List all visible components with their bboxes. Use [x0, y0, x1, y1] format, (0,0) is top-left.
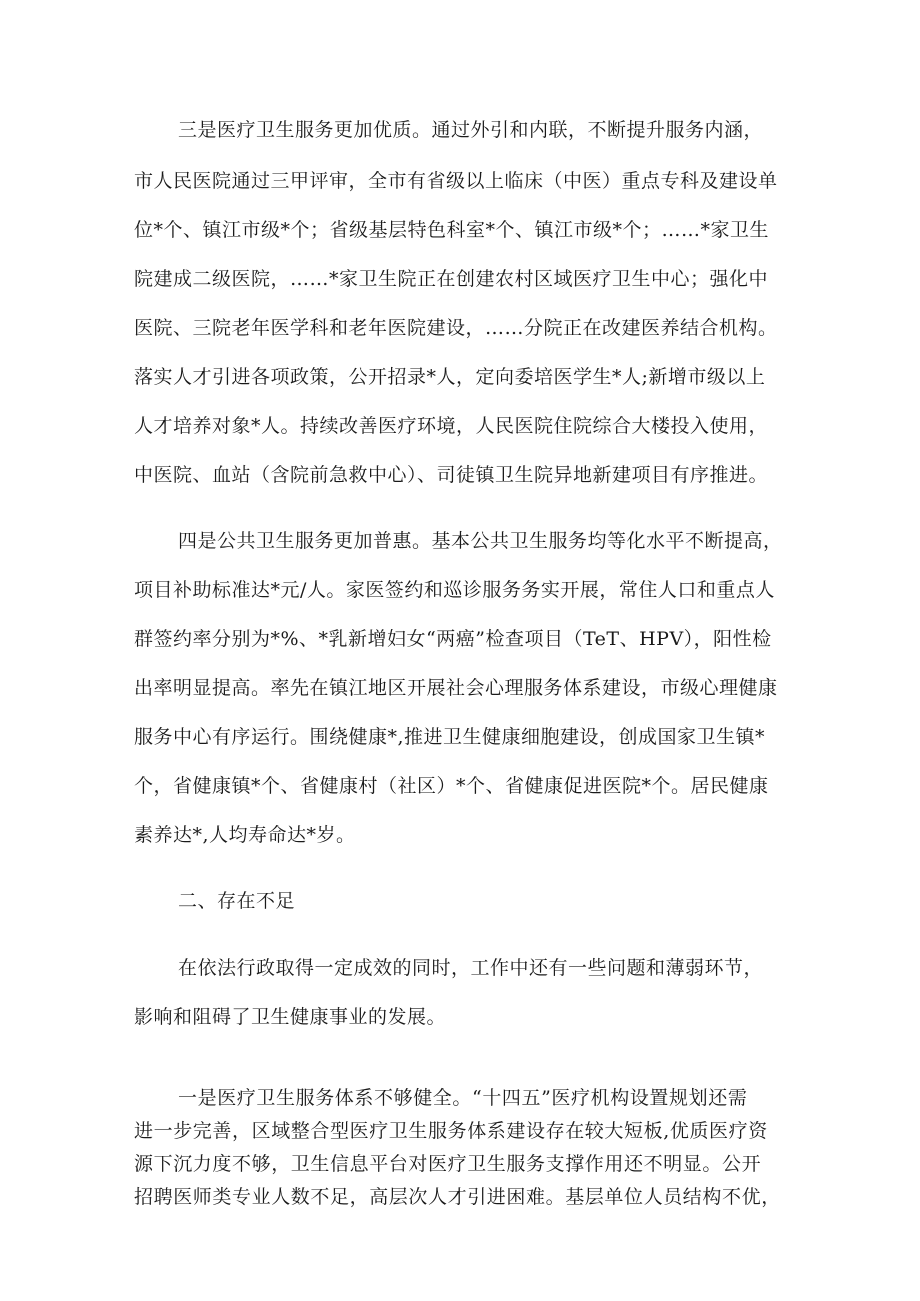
text-line: 人才培养对象*人。持续改善医疗环境，人民医院住院综合大楼投入使用，	[134, 415, 769, 437]
text-line: 院建成二级医院，……*家卫生院正在创建农村区域医疗卫生中心；强化中	[134, 268, 769, 290]
text-line: 服务中心有序运行。围绕健康*,推进卫生健康细胞建设，创成国家卫生镇*	[134, 726, 766, 748]
text-line: 源下沉力度不够，卫生信息平台对医疗卫生服务支撑作用还不明显。公开	[134, 1153, 762, 1175]
text-line: 中医院、血站（含院前急救中心）、司徒镇卫生院异地新建项目有序推进。	[134, 464, 769, 486]
text-line: 出率明显提高。率先在镇江地区开展社会心理服务体系建设，市级心理健康	[134, 677, 778, 699]
text-line: 进一步完善，区域整合型医疗卫生服务体系建设存在较大短板,优质医疗资	[134, 1120, 768, 1142]
text-line: 项目补助标准达*元/人。家医签约和巡诊服务务实开展，常住人口和重点人	[134, 579, 775, 601]
text-line: 市人民医院通过三甲评审，全市有省级以上临床（中医）重点专科及建设单	[134, 170, 778, 192]
text-line: 落实人才引进各项政策，公开招录*人，定向委培医学生*人;新增市级以上	[134, 366, 766, 388]
text-line: 一是医疗卫生服务体系不够健全。“十四五”医疗机构设置规划还需	[178, 1087, 748, 1109]
text-line: 位*个、镇江市级*个；省级基层特色科室*个、镇江市级*个；……*家卫生	[134, 219, 770, 241]
text-line: 影响和阻碍了卫生健康事业的发展。	[134, 1006, 447, 1028]
text-line: 在依法行政取得一定成效的同时，工作中还有一些问题和薄弱环节，	[178, 957, 764, 979]
text-line: 三是医疗卫生服务更加优质。通过外引和内联，不断提升服务内涵，	[178, 119, 764, 141]
text-line: 群签约率分别为*%、*乳新增妇女“两癌”检查项目（TeT、HPV），阳性检	[134, 628, 772, 650]
text-line: 医院、三院老年医学科和老年医院建设，……分院正在改建医养结合机构。	[134, 317, 778, 339]
text-line: 招聘医师类专业人数不足，高层次人才引进困难。基层单位人员结构不优，	[134, 1186, 781, 1208]
text-line: 四是公共卫生服务更加普惠。基本公共卫生服务均等化水平不断提高，	[178, 530, 783, 552]
text-line: 素养达*,人均寿命达*岁。	[134, 824, 356, 846]
section-heading: 二、存在不足	[178, 890, 296, 912]
text-line: 个，省健康镇*个、省健康村（社区）*个、省健康促进医院*个。居民健康	[134, 775, 769, 797]
